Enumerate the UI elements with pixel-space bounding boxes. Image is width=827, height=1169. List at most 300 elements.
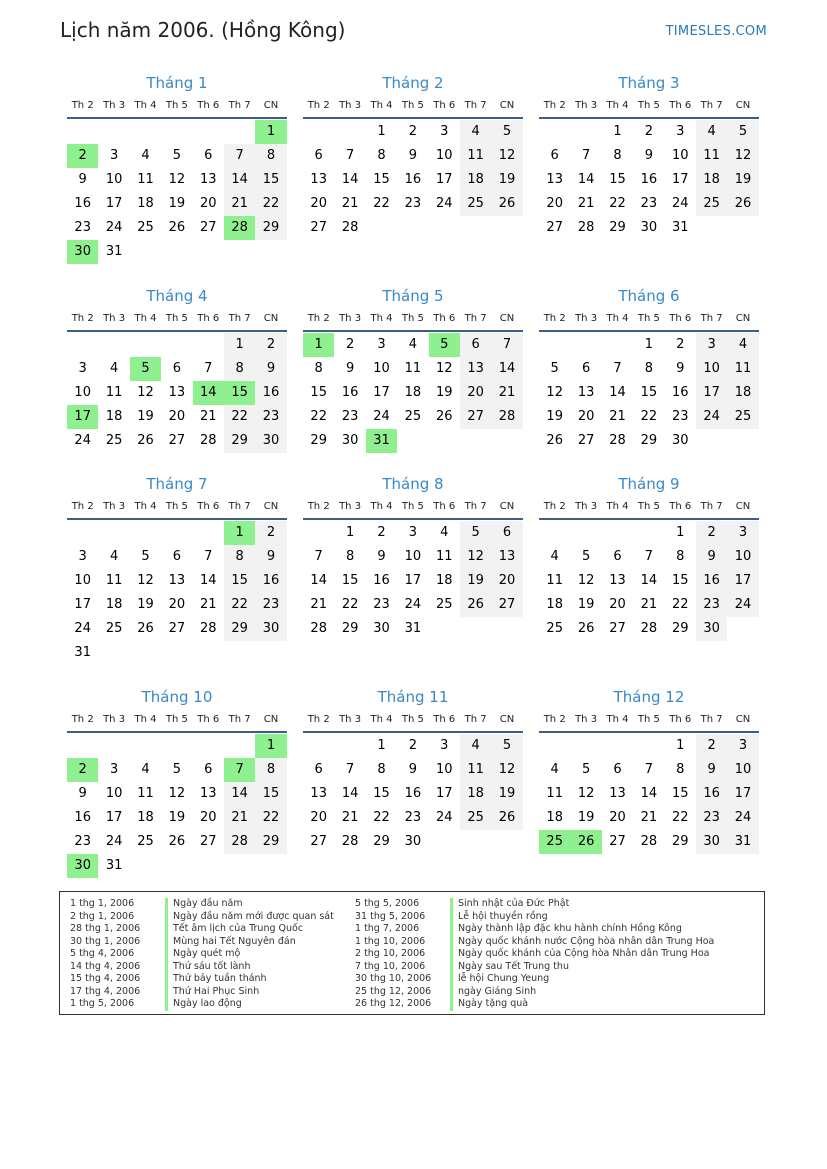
week-row [67, 593, 287, 617]
day-cell: 17 [435, 786, 453, 801]
empty-day-cell [224, 641, 255, 665]
day-cell: 9 [696, 545, 727, 569]
day-cell: 19 [460, 569, 491, 593]
day-cell: 19 [435, 385, 453, 400]
day-cell: 1 [377, 738, 386, 753]
month-block [303, 685, 523, 854]
week-row [67, 758, 287, 782]
day-cell: 8 [224, 545, 255, 569]
day-cell: 3 [109, 148, 119, 163]
day-cell: 24 [74, 433, 91, 448]
day-cell: 25 [460, 192, 491, 216]
day-cell: 10 [696, 357, 727, 381]
month-block [539, 71, 759, 240]
legend-holiday-name: Ngày quét mộ [165, 948, 240, 961]
day-cell: 22 [255, 806, 286, 830]
day-cell: 2 [644, 124, 653, 139]
month-block [67, 71, 287, 264]
legend-row [345, 998, 714, 1011]
empty-day-cell [429, 830, 460, 854]
legend-date: 30 thg 10, 2006 [355, 973, 432, 984]
day-cell: 2 [255, 333, 286, 357]
legend-holiday-name: Ngày đầu năm mới được quan sát [165, 911, 334, 924]
day-cell: 14 [224, 782, 255, 806]
empty-day-cell [67, 120, 98, 144]
weekday-header [67, 308, 287, 332]
legend-date: 26 thg 12, 2006 [355, 998, 432, 1009]
holiday-day-cell: 17 [67, 405, 98, 429]
day-cell: 8 [345, 549, 355, 564]
month-grid [67, 120, 287, 264]
day-cell: 3 [696, 333, 727, 357]
weekday-label: Th 4 [606, 100, 629, 111]
day-cell: 26 [491, 192, 522, 216]
day-cell: 5 [550, 361, 559, 376]
day-cell: 11 [460, 758, 491, 782]
day-cell: 18 [460, 782, 491, 806]
weekday-label: Th 2 [71, 501, 94, 512]
weekday-label: Th 2 [71, 100, 94, 111]
empty-day-cell [491, 617, 522, 641]
month-block [67, 284, 287, 453]
month-grid [303, 734, 523, 854]
day-cell: 30 [404, 834, 422, 849]
day-cell: 4 [408, 337, 417, 352]
month-grid [303, 120, 523, 240]
week-row [303, 216, 523, 240]
day-cell: 8 [314, 361, 323, 376]
empty-day-cell [303, 734, 334, 758]
day-cell: 6 [613, 549, 622, 564]
day-cell: 28 [640, 834, 658, 849]
week-row [67, 120, 287, 144]
empty-day-cell [67, 734, 98, 758]
week-row [67, 569, 287, 593]
weekday-label: Th 6 [197, 714, 220, 725]
day-cell: 1 [377, 124, 386, 139]
day-cell: 19 [168, 196, 186, 211]
weekday-label: CN [263, 501, 279, 512]
day-cell: 14 [224, 168, 255, 192]
month-grid [303, 521, 523, 641]
day-cell: 30 [255, 429, 286, 453]
empty-day-cell [429, 216, 460, 240]
weekday-label: Th 5 [165, 100, 188, 111]
day-cell: 4 [109, 361, 119, 376]
empty-day-cell [429, 617, 460, 641]
month-block [67, 472, 287, 665]
weekday-label: CN [735, 714, 751, 725]
month-grid [67, 521, 287, 665]
legend-date: 14 thg 4, 2006 [70, 960, 141, 972]
day-cell: 18 [727, 381, 758, 405]
day-cell: 24 [671, 196, 689, 211]
site-link[interactable]: TIMESLES.COM [665, 24, 767, 39]
day-cell: 7 [613, 361, 622, 376]
day-cell: 19 [137, 597, 154, 612]
week-row [303, 521, 523, 545]
week-row [539, 521, 759, 545]
empty-day-cell [161, 854, 192, 878]
day-cell: 13 [199, 172, 217, 187]
month-grid [67, 333, 287, 453]
empty-day-cell [397, 429, 428, 453]
month-grid [539, 120, 759, 240]
weekday-label: Th 5 [637, 501, 660, 512]
day-cell: 5 [491, 734, 522, 758]
weekday-label: CN [735, 313, 751, 324]
day-cell: 23 [255, 593, 286, 617]
day-cell: 12 [137, 385, 154, 400]
day-cell: 15 [310, 385, 327, 400]
empty-day-cell [491, 216, 522, 240]
day-cell: 26 [168, 834, 186, 849]
month-grid [303, 333, 523, 453]
holiday-day-cell: 25 [539, 830, 570, 854]
week-row [539, 357, 759, 381]
holiday-day-cell: 2 [67, 758, 98, 782]
day-cell: 2 [377, 525, 386, 540]
empty-day-cell [130, 641, 161, 665]
week-row [67, 240, 287, 264]
day-cell: 13 [609, 573, 626, 588]
week-row [539, 617, 759, 641]
day-cell: 24 [74, 621, 91, 636]
day-cell: 20 [199, 810, 217, 825]
day-cell: 5 [491, 120, 522, 144]
week-row [67, 734, 287, 758]
day-cell: 9 [676, 361, 685, 376]
day-cell: 28 [491, 405, 522, 429]
month-title: Tháng 11 [377, 688, 449, 706]
empty-day-cell [130, 734, 161, 758]
week-row [539, 168, 759, 192]
day-cell: 24 [373, 409, 390, 424]
day-cell: 31 [105, 858, 123, 873]
week-row [539, 545, 759, 569]
week-row [303, 381, 523, 405]
empty-day-cell [334, 120, 365, 144]
legend-date: 1 thg 5, 2006 [70, 998, 135, 1009]
weekday-label: Th 5 [401, 714, 424, 725]
day-cell: 9 [255, 545, 286, 569]
day-cell: 11 [404, 361, 422, 376]
weekday-label: Th 5 [401, 501, 424, 512]
day-cell: 2 [345, 337, 355, 352]
legend-holiday-name: Ngày đầu năm [165, 898, 243, 911]
weekday-label: Th 3 [575, 100, 598, 111]
day-cell: 17 [727, 569, 758, 593]
day-cell: 1 [644, 337, 653, 352]
day-cell: 6 [204, 148, 213, 163]
holiday-day-cell: 2 [67, 144, 98, 168]
week-row [303, 545, 523, 569]
day-cell: 7 [581, 148, 591, 163]
day-cell: 26 [546, 433, 563, 448]
day-cell: 30 [341, 433, 359, 448]
week-row [539, 120, 759, 144]
day-cell: 28 [577, 220, 595, 235]
day-cell: 4 [550, 762, 559, 777]
legend-date: 5 thg 4, 2006 [70, 948, 135, 959]
weekday-label: Th 3 [339, 501, 362, 512]
week-row [303, 734, 523, 758]
legend-date: 2 thg 10, 2006 [355, 948, 426, 959]
legend-row [60, 998, 334, 1011]
day-cell: 18 [137, 196, 154, 211]
empty-day-cell [161, 333, 192, 357]
empty-day-cell [161, 521, 192, 545]
day-cell: 16 [404, 172, 422, 187]
empty-day-cell [98, 521, 129, 545]
day-cell: 28 [341, 220, 359, 235]
weekday-label: Th 2 [543, 501, 566, 512]
day-cell: 23 [74, 220, 91, 235]
day-cell: 23 [255, 405, 286, 429]
day-cell: 29 [224, 617, 255, 641]
day-cell: 20 [491, 569, 522, 593]
day-cell: 21 [224, 806, 255, 830]
weekday-label: Th 3 [575, 501, 598, 512]
weekday-label: Th 5 [637, 714, 660, 725]
day-cell: 7 [345, 148, 355, 163]
legend-holiday-name: Ngày quốc khánh của Cộng hòa Nhân dân Trung Hoa [450, 948, 709, 961]
day-cell: 12 [577, 573, 595, 588]
weekday-label: CN [499, 501, 515, 512]
day-cell: 27 [609, 834, 626, 849]
empty-day-cell [98, 734, 129, 758]
week-row [539, 806, 759, 830]
empty-day-cell [224, 734, 255, 758]
day-cell: 16 [341, 385, 359, 400]
day-cell: 31 [105, 244, 123, 259]
week-row [303, 405, 523, 429]
day-cell: 24 [404, 597, 422, 612]
empty-day-cell [397, 216, 428, 240]
day-cell: 15 [640, 385, 658, 400]
day-cell: 25 [105, 433, 123, 448]
day-cell: 4 [141, 762, 150, 777]
weekday-label: Th 2 [307, 714, 330, 725]
day-cell: 2 [408, 124, 417, 139]
day-cell: 21 [577, 196, 595, 211]
day-cell: 25 [727, 405, 758, 429]
legend-row [345, 961, 714, 974]
day-cell: 4 [460, 734, 491, 758]
legend-holiday-name: Thứ sáu tốt lành [165, 961, 250, 974]
month-block [67, 685, 287, 878]
day-cell: 9 [78, 172, 87, 187]
weekday-label: Th 5 [401, 100, 424, 111]
day-cell: 9 [345, 361, 355, 376]
day-cell: 18 [546, 597, 563, 612]
day-cell: 7 [314, 549, 323, 564]
day-cell: 6 [581, 361, 591, 376]
day-cell: 30 [696, 830, 727, 854]
empty-day-cell [539, 734, 570, 758]
day-cell: 11 [460, 144, 491, 168]
day-cell: 10 [435, 148, 453, 163]
day-cell: 3 [440, 738, 449, 753]
legend-date: 2 thg 1, 2006 [70, 910, 135, 922]
empty-day-cell [255, 641, 286, 665]
weekday-label: Th 3 [103, 100, 126, 111]
empty-day-cell [98, 120, 129, 144]
legend-row [345, 911, 714, 924]
day-cell: 10 [727, 758, 758, 782]
day-cell: 14 [341, 786, 359, 801]
day-cell: 14 [310, 573, 327, 588]
week-row [539, 830, 759, 854]
weekday-label: Th 6 [197, 313, 220, 324]
week-row [539, 593, 759, 617]
empty-day-cell [334, 734, 365, 758]
day-cell: 18 [460, 168, 491, 192]
day-cell: 23 [696, 593, 727, 617]
empty-day-cell [130, 521, 161, 545]
day-cell: 27 [310, 220, 327, 235]
legend-holiday-name: ngày Giáng Sinh [450, 986, 536, 999]
day-cell: 24 [727, 593, 758, 617]
day-cell: 7 [644, 762, 653, 777]
day-cell: 22 [310, 409, 327, 424]
day-cell: 20 [609, 810, 626, 825]
day-cell: 10 [671, 148, 689, 163]
weekday-label: Th 6 [433, 501, 456, 512]
legend-date: 1 thg 10, 2006 [355, 935, 426, 947]
day-cell: 3 [78, 549, 87, 564]
legend-date: 28 thg 1, 2006 [70, 923, 141, 934]
day-cell: 9 [408, 148, 417, 163]
day-cell: 11 [137, 172, 154, 187]
day-cell: 29 [224, 429, 255, 453]
week-row [67, 429, 287, 453]
day-cell: 20 [199, 196, 217, 211]
day-cell: 5 [460, 521, 491, 545]
day-cell: 23 [696, 806, 727, 830]
day-cell: 27 [168, 433, 186, 448]
day-cell: 7 [224, 144, 255, 168]
holiday-day-cell: 15 [224, 381, 255, 405]
empty-day-cell [696, 216, 727, 240]
day-cell: 24 [435, 810, 453, 825]
empty-day-cell [633, 521, 664, 545]
day-cell: 14 [341, 172, 359, 187]
day-cell: 17 [696, 381, 727, 405]
empty-day-cell [460, 216, 491, 240]
weekday-label: Th 2 [307, 100, 330, 111]
day-cell: 29 [609, 220, 626, 235]
day-cell: 10 [74, 573, 91, 588]
day-cell: 2 [676, 337, 685, 352]
holiday-day-cell: 14 [193, 381, 224, 405]
weekday-label: Th 4 [370, 100, 393, 111]
empty-day-cell [303, 521, 334, 545]
legend-row [345, 948, 714, 961]
week-row [303, 617, 523, 641]
day-cell: 15 [255, 782, 286, 806]
day-cell: 23 [74, 834, 91, 849]
weekday-label: Th 4 [134, 501, 157, 512]
day-cell: 25 [460, 806, 491, 830]
month-block [539, 284, 759, 453]
legend-holiday-name: Ngày thành lập đặc khu hành chính Hồng Kông [450, 923, 682, 936]
week-row [303, 429, 523, 453]
day-cell: 11 [696, 144, 727, 168]
weekday-label: Th 6 [669, 714, 692, 725]
month-title: Tháng 2 [382, 74, 444, 92]
day-cell: 6 [172, 549, 181, 564]
day-cell: 19 [137, 409, 154, 424]
weekday-header [67, 95, 287, 119]
day-cell: 11 [727, 357, 758, 381]
day-cell: 9 [644, 148, 653, 163]
day-cell: 25 [137, 834, 154, 849]
empty-day-cell [491, 830, 522, 854]
weekday-label: CN [735, 501, 751, 512]
day-cell: 10 [404, 549, 422, 564]
day-cell: 29 [373, 834, 390, 849]
day-cell: 18 [105, 597, 123, 612]
day-cell: 23 [404, 810, 422, 825]
weekday-label: Th 7 [228, 714, 251, 725]
holiday-day-cell: 30 [67, 854, 98, 878]
day-cell: 24 [435, 196, 453, 211]
empty-day-cell [633, 734, 664, 758]
legend-holiday-name: Ngày tặng quà [450, 998, 528, 1011]
holiday-day-cell: 1 [303, 333, 334, 357]
day-cell: 19 [727, 168, 758, 192]
day-cell: 25 [105, 621, 123, 636]
month-block [539, 472, 759, 641]
weekday-label: Th 2 [307, 501, 330, 512]
day-cell: 30 [696, 617, 727, 641]
day-cell: 24 [727, 806, 758, 830]
day-cell: 16 [255, 569, 286, 593]
weekday-header [303, 95, 523, 119]
week-row [67, 405, 287, 429]
weekday-label: Th 6 [433, 100, 456, 111]
day-cell: 25 [546, 621, 563, 636]
legend-row [60, 986, 334, 999]
day-cell: 30 [373, 621, 390, 636]
legend-holiday-name: Thứ bảy tuần thánh [165, 973, 267, 986]
day-cell: 12 [491, 758, 522, 782]
day-cell: 27 [460, 405, 491, 429]
weekday-label: Th 2 [307, 313, 330, 324]
weekday-label: Th 2 [71, 313, 94, 324]
legend-row [60, 936, 334, 949]
week-row [67, 854, 287, 878]
day-cell: 14 [199, 573, 217, 588]
week-row [539, 758, 759, 782]
day-cell: 21 [224, 192, 255, 216]
day-cell: 8 [377, 148, 386, 163]
day-cell: 28 [609, 433, 626, 448]
day-cell: 27 [546, 220, 563, 235]
week-row [539, 333, 759, 357]
empty-day-cell [98, 641, 129, 665]
holiday-day-cell: 1 [224, 521, 255, 545]
legend-row [60, 911, 334, 924]
day-cell: 31 [404, 621, 422, 636]
legend-column-right [345, 898, 714, 1011]
day-cell: 8 [676, 762, 685, 777]
month-title: Tháng 6 [618, 287, 680, 305]
month-block [303, 472, 523, 641]
day-cell: 22 [224, 405, 255, 429]
empty-day-cell [193, 333, 224, 357]
